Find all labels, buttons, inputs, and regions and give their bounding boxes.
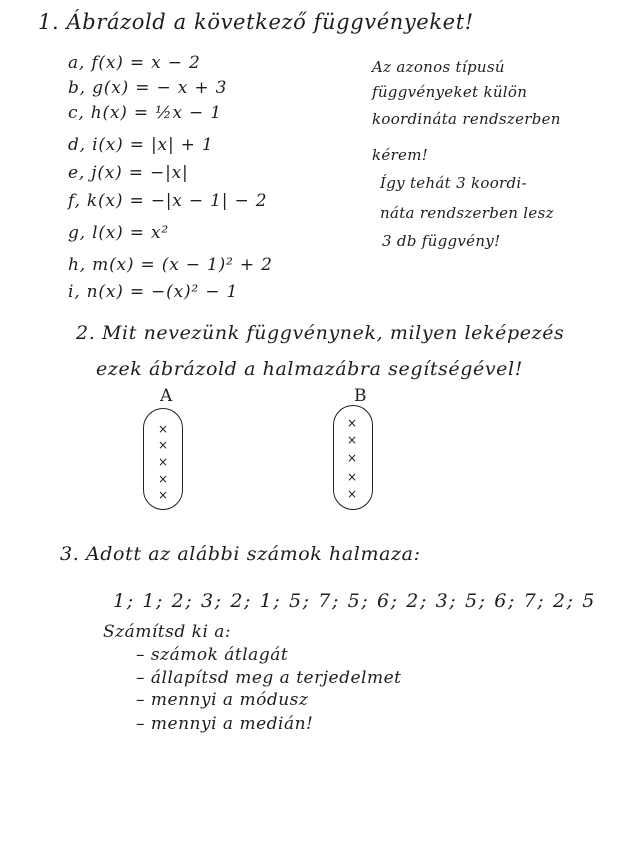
set-a-mark: × — [158, 422, 169, 436]
set-a-label: A — [160, 386, 173, 406]
note-line-2: függvényeket külön — [372, 83, 528, 101]
function-i: i, n(x) = −(x)² − 1 — [68, 282, 239, 302]
function-c: c, h(x) = ½x − 1 — [68, 103, 222, 123]
function-h: h, m(x) = (x − 1)² + 2 — [68, 255, 273, 275]
set-a-mark: × — [158, 438, 169, 452]
task3-title: 3. Adott az alábbi számok halmaza: — [60, 543, 421, 565]
task3-instruction: Számítsd ki a: — [103, 622, 232, 642]
set-b-mark: × — [347, 470, 358, 484]
task3-item-mode: – mennyi a módusz — [136, 690, 309, 710]
task2-title-line1: 2. Mit nevezünk függvénynek, milyen leképezés — [76, 322, 565, 344]
set-b-label: B — [354, 386, 367, 406]
function-b: b, g(x) = − x + 3 — [68, 78, 228, 98]
task3-item-range: – állapítsd meg a terjedelmet — [136, 668, 402, 688]
function-a: a, f(x) = x − 2 — [68, 53, 201, 73]
function-g: g, l(x) = x² — [68, 223, 170, 243]
note-line-6: náta rendszerben lesz — [380, 204, 554, 222]
task3-item-mean: – számok átlagát — [136, 645, 289, 665]
note-line-3: koordináta rendszerben — [372, 110, 561, 128]
note-line-4: kérem! — [372, 146, 429, 164]
set-a-mark: × — [158, 488, 169, 502]
note-line-1: Az azonos típusú — [372, 58, 505, 76]
function-f: f, k(x) = −|x − 1| − 2 — [68, 191, 268, 211]
set-b-mark: × — [347, 416, 358, 430]
set-a-mark: × — [158, 455, 169, 469]
note-line-5: Így tehát 3 koordi- — [380, 174, 527, 192]
task1-title: 1. Ábrázold a következő függvényeket! — [38, 10, 474, 34]
function-e: e, j(x) = −|x| — [68, 163, 189, 183]
set-a-mark: × — [158, 472, 169, 486]
set-b-mark: × — [347, 487, 358, 501]
task2-title-line2: ezek ábrázold a halmazábra segítségével! — [96, 358, 523, 380]
number-sequence: 1; 1; 2; 3; 2; 1; 5; 7; 5; 6; 2; 3; 5; 6; 7; 2; 5 — [113, 590, 596, 612]
set-b-mark: × — [347, 433, 358, 447]
task3-item-median: – mennyi a medián! — [136, 714, 314, 734]
note-line-7: 3 db függvény! — [382, 232, 501, 250]
set-b-mark: × — [347, 451, 358, 465]
function-d: d, i(x) = |x| + 1 — [68, 135, 214, 155]
